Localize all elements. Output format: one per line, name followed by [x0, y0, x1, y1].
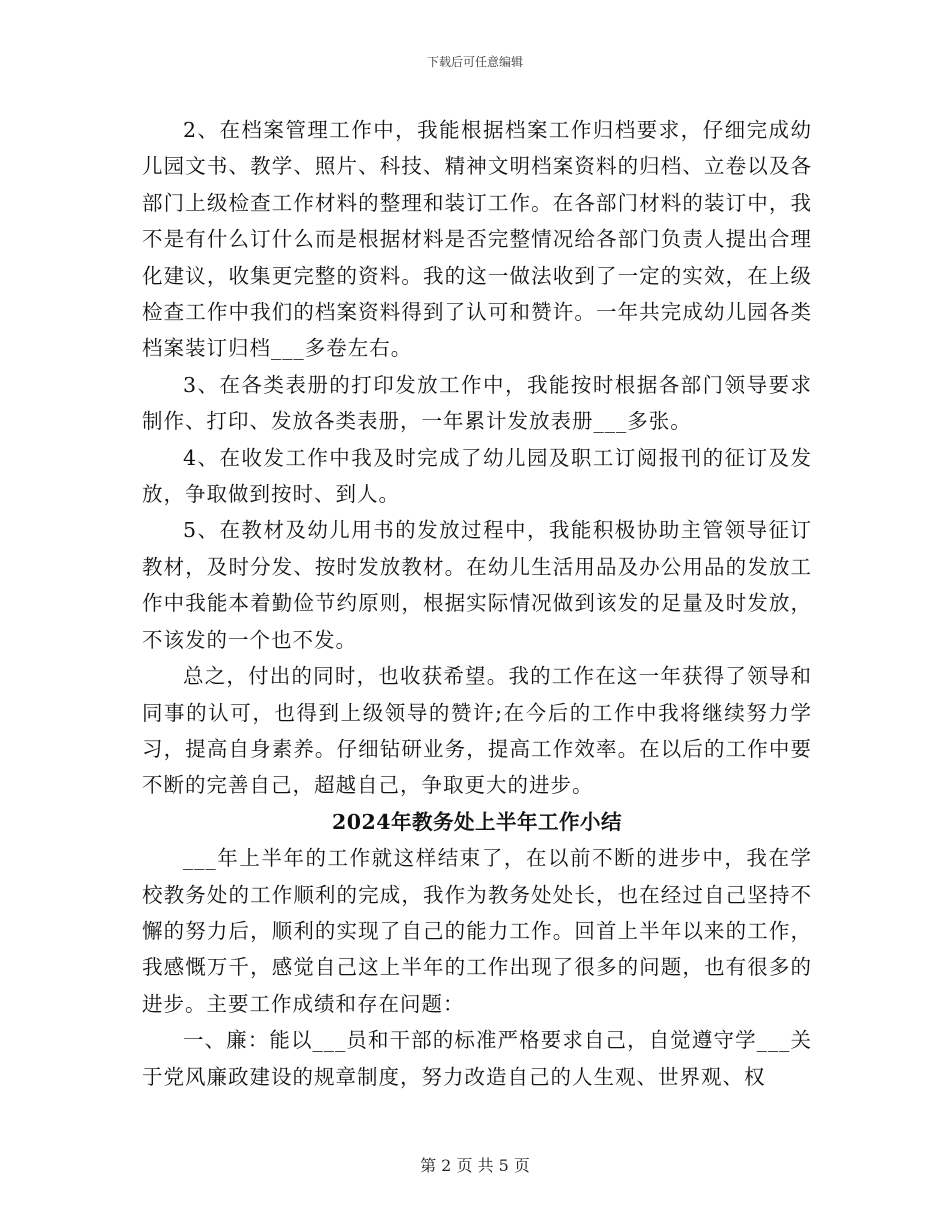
section-title: 2024年教务处上半年工作小结 — [331, 809, 623, 834]
page-number: 第 2 页 共 5 页 — [420, 1156, 530, 1175]
document-body — [142, 112, 812, 1095]
paragraph-integrity: 一、廉：能以___员和干部的标准严格要求自己，自觉遵守学___关于党风廉政建设的规章制度，努力改造自己的人生观、世界观、权 — [142, 1028, 812, 1089]
paragraph-archive-management: 2、在档案管理工作中，我能根据档案工作归档要求，仔细完成幼儿园文书、教学、照片、科技、精神文明档案资料的归档、立卷以及各部门上级检查工作材料的整理和装订工作。在各部门材料的装订中，我不是有什么订什么而是根据材料是否完整情况给各部门负责人提出合理化建议，收集更完整的资料。我的这一做法收到了一定的实效，在上级检查工作中我们的档案资料得到了认可和赞许。一年共完成幼儿园各类档案装订归档___多卷左右。 — [142, 118, 812, 361]
paragraph-forms-printing: 3、在各类表册的打印发放工作中，我能按时根据各部门领导要求制作、打印、发放各类表册，一年累计发放表册___多张。 — [142, 372, 812, 434]
page-header-note: 下载后可任意编辑 — [426, 55, 523, 69]
paragraph-textbook-distribution: 5、在教材及幼儿用书的发放过程中，我能积极协助主管领导征订教材，及时分发、按时发放教材。在幼儿生活用品及办公用品的发放工作中我能本着勤俭节约原则，根据实际情况做到该发的足量及时发放，不该发的一个也不发。 — [142, 518, 812, 652]
paragraph-intro: ___年上半年的工作就这样结束了，在以前不断的进步中，我在学校教务处的工作顺利的完成，我作为教务处处长，也在经过自己坚持不懈的努力后，顺利的实现了自己的能力工作。回首上半年以来的工作，我感慨万千，感觉自己这上半年的工作出现了很多的问题，也有很多的进步。主要工作成绩和存在问题： — [142, 846, 812, 1016]
paragraph-mail-distribution: 4、在收发工作中我及时完成了幼儿园及职工订阅报刊的征订及发放，争取做到按时、到人。 — [142, 445, 812, 507]
paragraph-summary: 总之，付出的同时，也收获希望。我的工作在这一年获得了领导和同事的认可，也得到上级领导的赞许;在今后的工作中我将继续努力学习，提高自身素养。仔细钻研业务，提高工作效率。在以后的工作中要不断的完善自己，超越自己，争取更大的进步。 — [142, 664, 812, 798]
